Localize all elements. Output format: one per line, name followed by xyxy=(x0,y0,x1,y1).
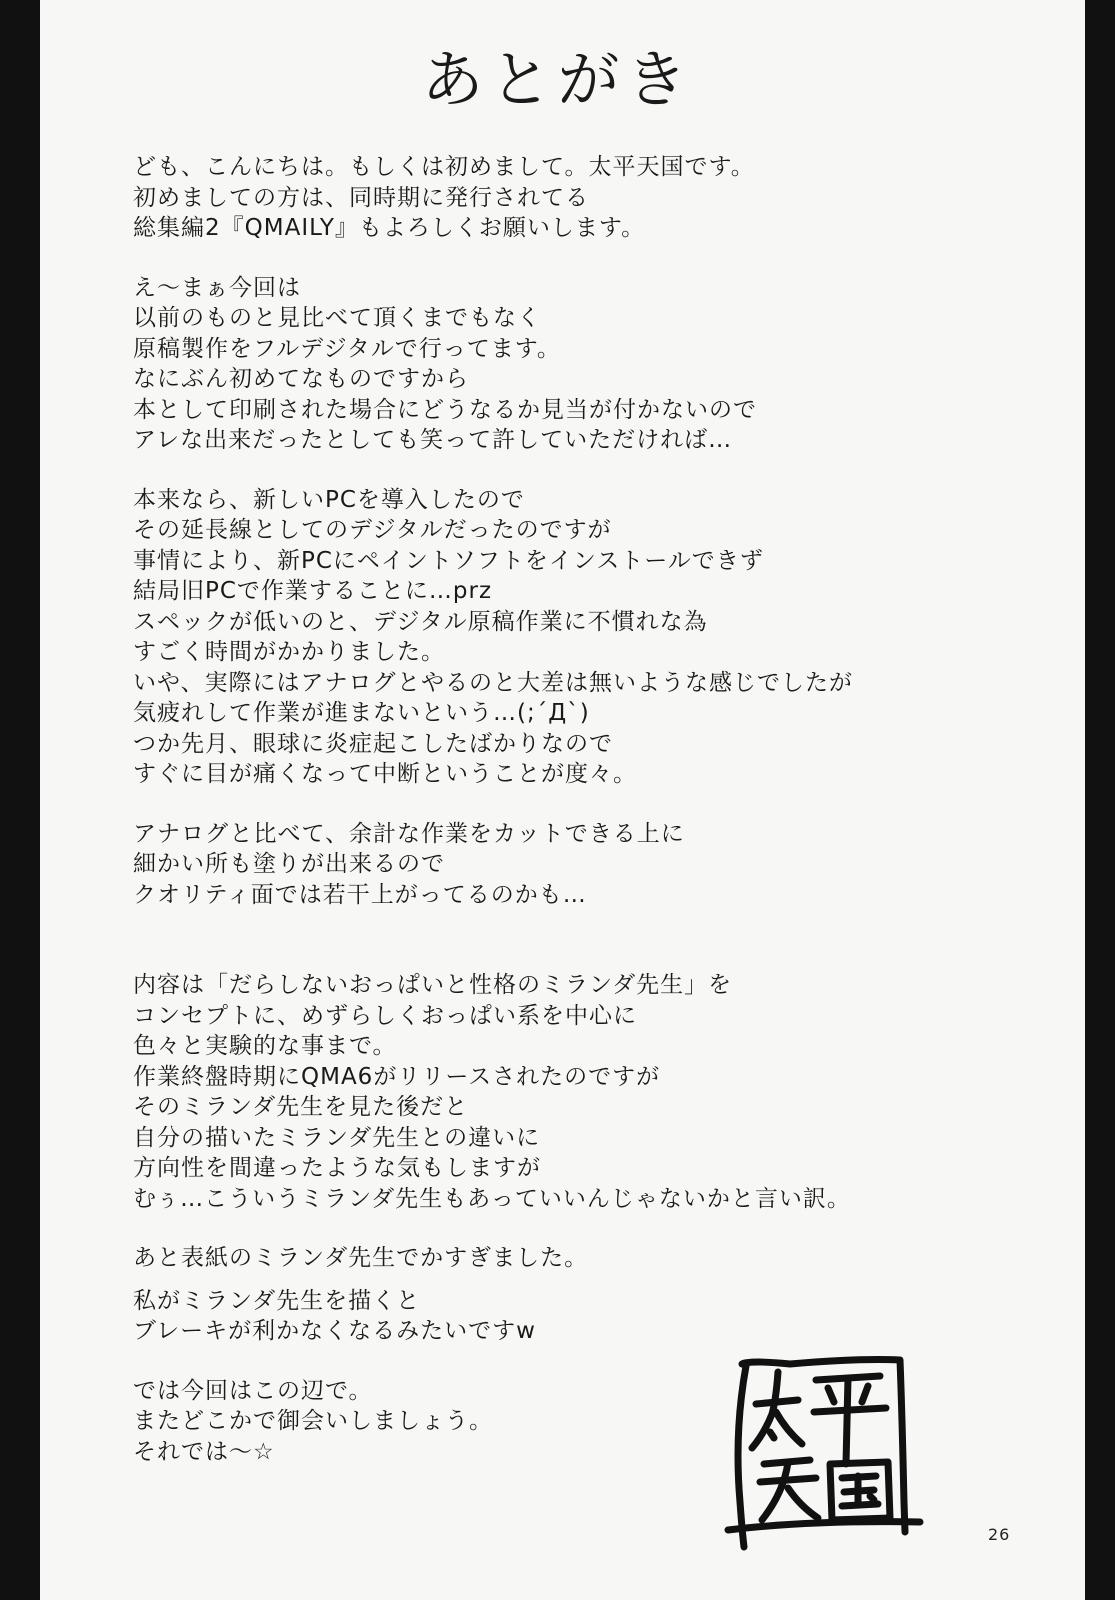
text-line: つか先月、眼球に炎症起こしたばかりなので xyxy=(133,730,613,757)
text-line: アレな出来だったとしても笑って許していただければ… xyxy=(133,427,733,453)
text-line: その延長線としてのデジタルだったのですが xyxy=(133,517,612,543)
text-line: 色々と実験的な事まで。 xyxy=(133,1033,397,1059)
text-line: コンセプトに、めずらしくおっぱい系を中心に xyxy=(133,1002,637,1029)
paragraph-analog xyxy=(133,819,1033,911)
paragraph-greeting xyxy=(133,152,1033,244)
handwritten-signature xyxy=(720,1352,945,1552)
paragraph-pc xyxy=(133,485,1033,790)
text-line: 本として印刷された場合にどうなるか見当が付かないので xyxy=(133,396,757,423)
paragraph-brake xyxy=(133,1286,1033,1347)
paragraph-digital xyxy=(133,273,1033,456)
text-line: 以前のものと見比べて頂くまでもなく xyxy=(133,305,541,331)
text-line: 方向性を間違ったような気もしますが xyxy=(133,1155,541,1181)
text-line: 事情により、新PCにペイントソフトをインストールできず xyxy=(133,547,764,574)
page-number: 26 xyxy=(988,1525,1011,1544)
text-line: そのミランダ先生を見た後だと xyxy=(133,1094,469,1120)
text-line: スペックが低いのと、デジタル原稿作業に不慣れな為 xyxy=(133,608,708,635)
text-line: 自分の描いたミランダ先生との違いに xyxy=(133,1124,541,1151)
text-line: 内容は「だらしないおっぱいと性格のミランダ先生」を xyxy=(133,972,733,998)
text-line: すぐに目が痛くなって中断ということが度々。 xyxy=(133,761,637,787)
text-line: 結局旧PCで作業することに…prz xyxy=(133,578,493,604)
text-line: クオリティ面では若干上がってるのかも… xyxy=(133,881,587,908)
text-line: 気疲れして作業が進まないという…(;´Д`) xyxy=(133,700,590,726)
text-line: またどこかで御会いしましょう。 xyxy=(133,1408,493,1434)
text-line: ブレーキが利かなくなるみたいですw xyxy=(133,1318,536,1344)
text-line: え～まぁ今回は xyxy=(133,274,301,301)
text-line: すごく時間がかかりました。 xyxy=(133,639,445,665)
text-line: あと表紙のミランダ先生でかすぎました。 xyxy=(133,1245,589,1271)
page-title: あとがき xyxy=(421,43,694,116)
text-line: それでは～☆ xyxy=(133,1438,275,1465)
paragraph-content xyxy=(133,970,1033,1214)
text-line: アナログと比べて、余計な作業をカットできる上に xyxy=(133,820,685,847)
text-line: 総集編2『QMAILY』もよろしくお願いします。 xyxy=(133,215,646,241)
text-line: ども、こんにちは。もしくは初めまして。太平天国です。 xyxy=(133,154,755,180)
afterword-body xyxy=(133,152,1033,1467)
text-line: 本来なら、新しいPCを導入したので xyxy=(133,486,525,513)
text-line: 作業終盤時期にQMA6がリリースされたのですが xyxy=(133,1063,661,1090)
text-line: 原稿製作をフルデジタルで行ってます。 xyxy=(133,335,561,362)
paragraph-cover xyxy=(133,1243,1033,1274)
text-line: むぅ…こういうミランダ先生もあっていいんじゃないかと言い訳。 xyxy=(133,1185,851,1212)
text-line: なにぶん初めてなものですから xyxy=(133,366,469,392)
text-line: 細かい所も塗りが出来るので xyxy=(133,851,445,877)
text-line: では今回はこの辺で。 xyxy=(133,1377,373,1404)
text-line: いや、実際にはアナログとやるのと大差は無いような感じでしたが xyxy=(133,669,853,696)
text-line: 初めましての方は、同時期に発行されてる xyxy=(133,184,589,211)
text-line: 私がミランダ先生を描くと xyxy=(133,1287,421,1314)
